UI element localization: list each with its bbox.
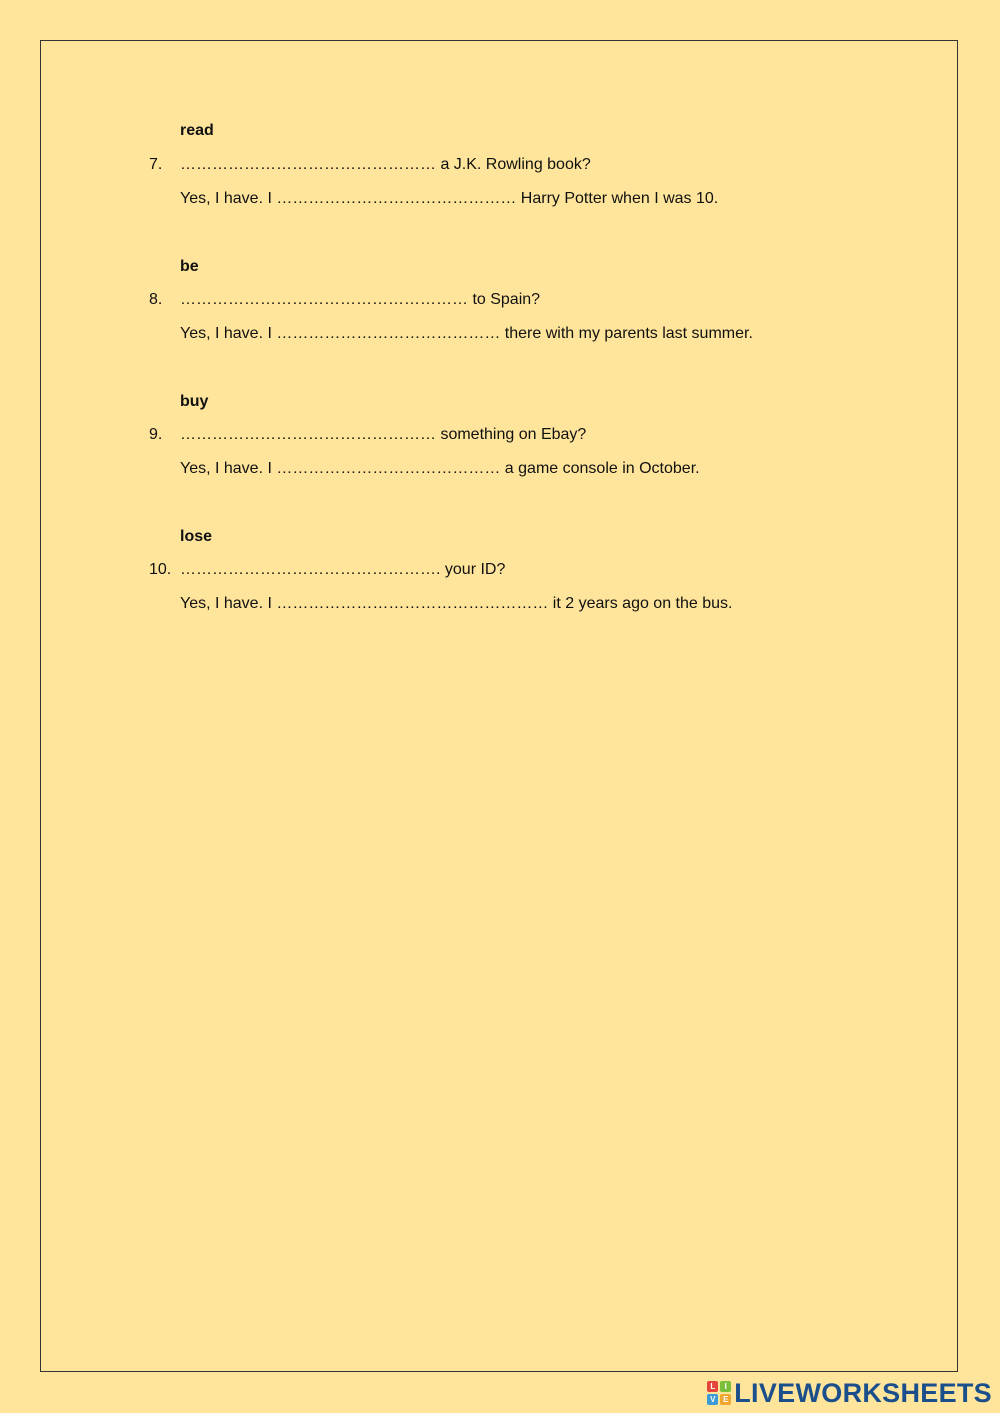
- question-text: ……………………………………………… to Spain?: [180, 291, 541, 308]
- question-text: ………………………………………… something on Ebay?: [180, 426, 587, 443]
- answer-text: Yes, I have. I …………………………………… there with my parents last summer.: [180, 325, 753, 342]
- liveworksheets-logo: [707, 1378, 992, 1408]
- question-text: ………………………………………… a J.K. Rowling book?: [180, 156, 591, 173]
- verb-prompt: be: [180, 258, 199, 275]
- logo-mark-tile: E: [720, 1394, 731, 1405]
- verb-prompt: buy: [180, 393, 209, 410]
- logo-mark-tile: I: [720, 1381, 731, 1392]
- logo-mark-icon: [707, 1381, 731, 1405]
- verb-prompt: read: [180, 122, 214, 139]
- logo-text: LIVEWORKSHEETS: [734, 1377, 992, 1408]
- question-number: 7.: [149, 156, 163, 173]
- logo-mark-tile: L: [707, 1381, 718, 1392]
- answer-text: Yes, I have. I ……………………………………… Harry Potter when I was 10.: [180, 190, 719, 207]
- worksheet-frame: [40, 40, 958, 1372]
- logo-mark-tile: V: [707, 1394, 718, 1405]
- question-number: 8.: [149, 291, 163, 308]
- question-number: 9.: [149, 426, 163, 443]
- question-text: …………………………………………. your ID?: [180, 561, 506, 578]
- answer-text: Yes, I have. I …………………………………………… it 2 years ago on the bus.: [180, 595, 733, 612]
- verb-prompt: lose: [180, 528, 213, 545]
- answer-text: Yes, I have. I …………………………………… a game console in October.: [180, 460, 700, 477]
- question-number: 10.: [149, 561, 172, 578]
